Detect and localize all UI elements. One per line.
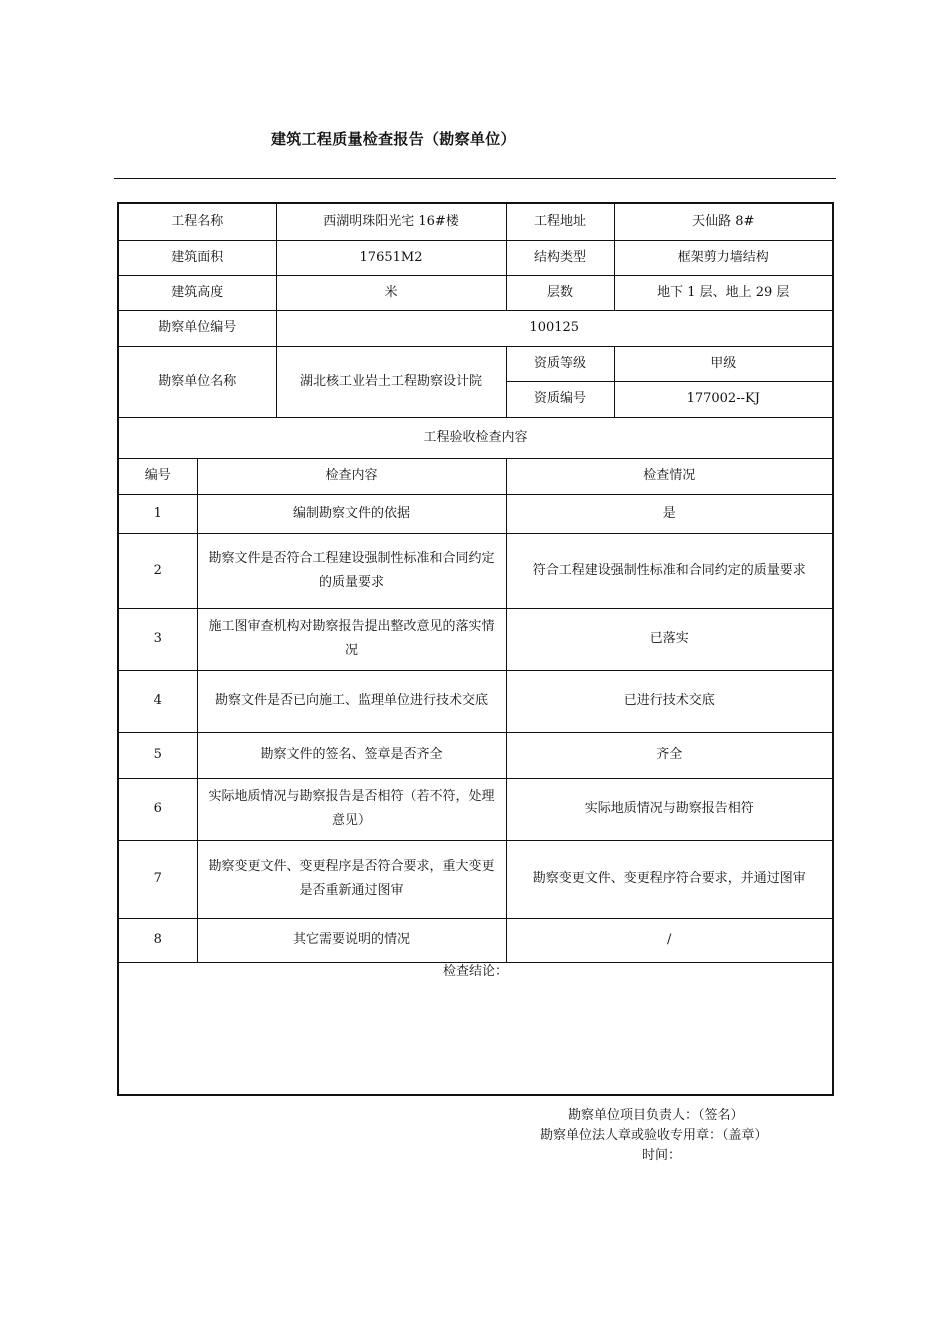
- survey-unit-name-label: 勘察单位名称: [119, 346, 276, 417]
- building-height-label: 建筑高度: [119, 275, 276, 310]
- row-floor-area: [119, 240, 832, 275]
- survey-unit-code-label: 勘察单位编号: [119, 310, 276, 346]
- title-divider: [114, 178, 836, 179]
- legal-seal-line: 勘察单位法人章或验收专用章：（盖章）: [540, 1128, 768, 1143]
- floors-value: 地下 1 层、地上 29 层: [614, 275, 832, 310]
- inspection-section-title: 工程验收检查内容: [119, 417, 832, 458]
- col-content-header: 检查内容: [197, 458, 506, 494]
- conclusion-label: 检查结论：: [442, 964, 508, 979]
- project-address-value: 天仙路 8#: [614, 204, 832, 240]
- inspection-header-row: [119, 458, 832, 494]
- col-no-header: 编号: [119, 458, 197, 494]
- row-survey-unit-code: [119, 310, 832, 346]
- signature-time: 时间：: [642, 1148, 682, 1163]
- row-section-title: [119, 417, 832, 458]
- table-row: [119, 840, 832, 918]
- qualification-number-label: 资质编号: [506, 381, 614, 417]
- row-result: 实际地质情况与勘察报告相符: [506, 778, 832, 840]
- row-no: 4: [119, 670, 197, 732]
- row-result: 齐全: [506, 732, 832, 778]
- qualification-grade-value: 甲级: [614, 346, 832, 381]
- row-building-height: [119, 275, 832, 310]
- building-height-value: 米: [276, 275, 506, 310]
- row-result: 符合工程建设强制性标准和合同约定的质量要求: [506, 533, 832, 608]
- row-no: 5: [119, 732, 197, 778]
- table-row: [119, 533, 832, 608]
- report-title: 建筑工程质量检查报告（勘察单位）: [271, 130, 516, 148]
- project-address-label: 工程地址: [506, 204, 614, 240]
- qualification-grade-label: 资质等级: [506, 346, 614, 381]
- table-row: [119, 494, 832, 533]
- row-no: 3: [119, 608, 197, 670]
- row-no: 8: [119, 918, 197, 962]
- row-no: 7: [119, 840, 197, 918]
- row-content: 施工图审查机构对勘察报告提出整改意见的落实情况: [197, 608, 506, 670]
- floor-area-value: 17651M2: [276, 240, 506, 275]
- row-content: 实际地质情况与勘察报告是否相符（若不符，处理意见）: [197, 778, 506, 840]
- row-survey-unit-name: [119, 346, 832, 381]
- row-result: 已落实: [506, 608, 832, 670]
- row-content: 勘察文件是否符合工程建设强制性标准和合同约定的质量要求: [197, 533, 506, 608]
- row-content: 其它需要说明的情况: [197, 918, 506, 962]
- table-row: [119, 918, 832, 962]
- row-content: 编制勘察文件的依据: [197, 494, 506, 533]
- floors-label: 层数: [506, 275, 614, 310]
- row-no: 2: [119, 533, 197, 608]
- project-name-value: 西湖明珠阳光宅 16#楼: [276, 204, 506, 240]
- row-project-name: [119, 204, 832, 240]
- qualification-number-value: 177002--KJ: [614, 381, 832, 417]
- row-result: /: [506, 918, 832, 962]
- project-leader-signature: 勘察单位项目负责人：（签名）: [568, 1108, 744, 1123]
- table-row: [119, 608, 832, 670]
- structure-type-label: 结构类型: [506, 240, 614, 275]
- table-row: [119, 732, 832, 778]
- project-name-label: 工程名称: [119, 204, 276, 240]
- col-result-header: 检查情况: [506, 458, 832, 494]
- report-table: [119, 204, 832, 963]
- survey-unit-code-value: 100125: [276, 310, 832, 346]
- row-result: 已进行技术交底: [506, 670, 832, 732]
- row-content: 勘察变更文件、变更程序是否符合要求，重大变更是否重新通过图审: [197, 840, 506, 918]
- report-form: [117, 202, 834, 1096]
- row-result: 是: [506, 494, 832, 533]
- row-content: 勘察文件的签名、签章是否齐全: [197, 732, 506, 778]
- floor-area-label: 建筑面积: [119, 240, 276, 275]
- row-no: 6: [119, 778, 197, 840]
- row-result: 勘察变更文件、变更程序符合要求，并通过图审: [506, 840, 832, 918]
- row-no: 1: [119, 494, 197, 533]
- structure-type-value: 框架剪力墙结构: [614, 240, 832, 275]
- table-row: [119, 670, 832, 732]
- table-row: [119, 778, 832, 840]
- survey-unit-name-value: 湖北核工业岩土工程勘察设计院: [276, 346, 506, 417]
- row-content: 勘察文件是否已向施工、监理单位进行技术交底: [197, 670, 506, 732]
